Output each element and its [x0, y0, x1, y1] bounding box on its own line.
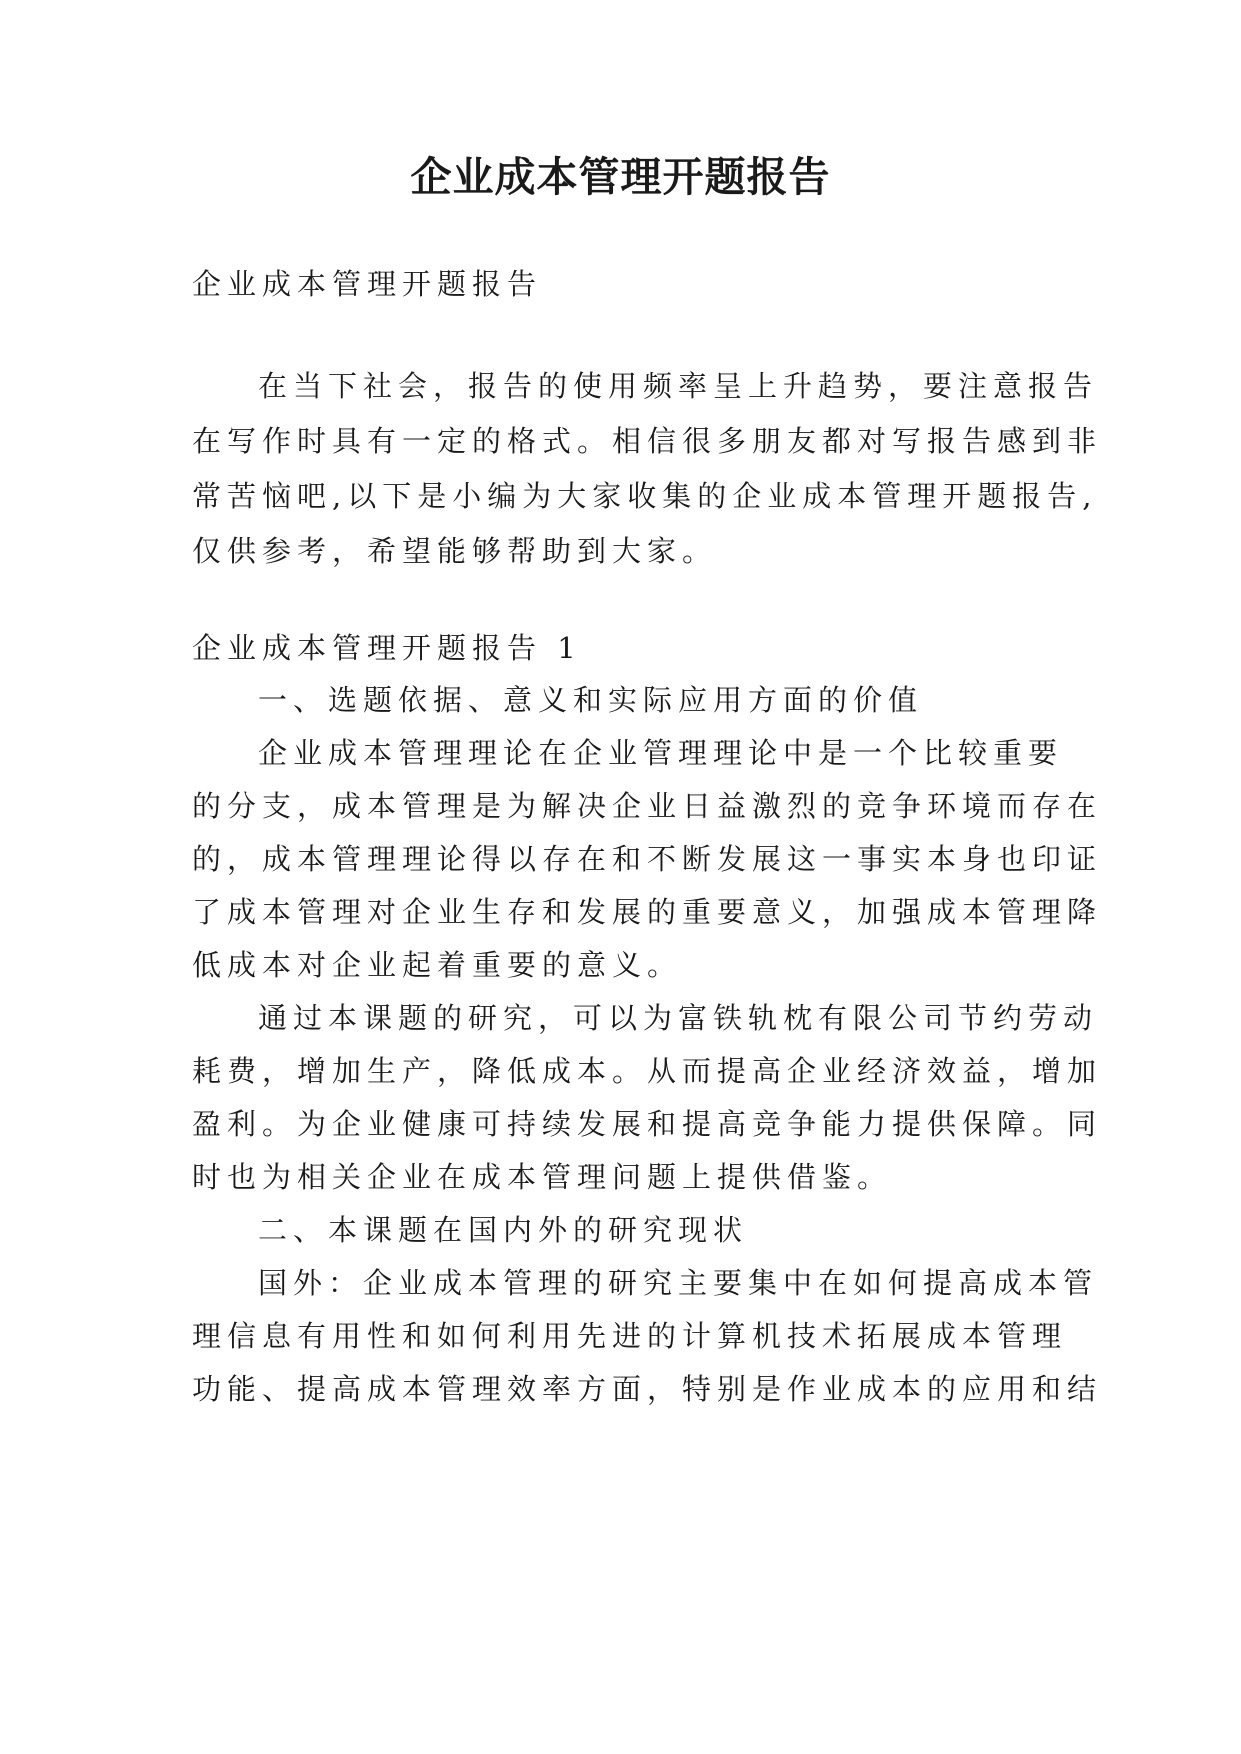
intro-line: 常苦恼吧,以下是小编为大家收集的企业成本管理开题报告, [192, 479, 1098, 513]
paragraph-line: 通过本课题的研究，可以为富铁轨枕有限公司节约劳动 [258, 1001, 1099, 1035]
heading-2: 二、本课题在国内外的研究现状 [258, 1213, 749, 1247]
document-subtitle: 企业成本管理开题报告 [192, 267, 543, 301]
paragraph-line: 盈利。为企业健康可持续发展和提高竞争能力提供保障。同 [192, 1107, 1103, 1141]
paragraph-line: 功能、提高成本管理效率方面，特别是作业成本的应用和结 [192, 1372, 1103, 1406]
document-title: 企业成本管理开题报告 [410, 153, 831, 201]
paragraph-line: 理信息有用性和如何利用先进的计算机技术拓展成本管理 [192, 1319, 1068, 1353]
paragraph-line: 企业成本管理理论在企业管理理论中是一个比较重要 [258, 736, 1064, 770]
paragraph-line: 国外：企业成本管理的研究主要集中在如何提高成本管 [258, 1266, 1099, 1300]
paragraph-line: 的分支，成本管理是为解决企业日益激烈的竞争环境而存在 [192, 789, 1103, 823]
intro-line: 在写作时具有一定的格式。相信很多朋友都对写报告感到非 [192, 424, 1103, 458]
paragraph-line: 低成本对企业起着重要的意义。 [192, 948, 683, 982]
paragraph-line: 时也为相关企业在成本管理问题上提供借鉴。 [192, 1160, 893, 1194]
section-title: 企业成本管理开题报告 1 [192, 631, 582, 665]
intro-line: 仅供参考，希望能够帮助到大家。 [192, 534, 718, 568]
intro-line: 在当下社会，报告的使用频率呈上升趋势，要注意报告 [258, 369, 1099, 403]
paragraph-line: 的，成本管理理论得以存在和不断发展这一事实本身也印证 [192, 842, 1103, 876]
paragraph-line: 了成本管理对企业生存和发展的重要意义，加强成本管理降 [192, 895, 1103, 929]
heading-1: 一、选题依据、意义和实际应用方面的价值 [258, 683, 924, 717]
paragraph-line: 耗费，增加生产，降低成本。从而提高企业经济效益，增加 [192, 1054, 1103, 1088]
